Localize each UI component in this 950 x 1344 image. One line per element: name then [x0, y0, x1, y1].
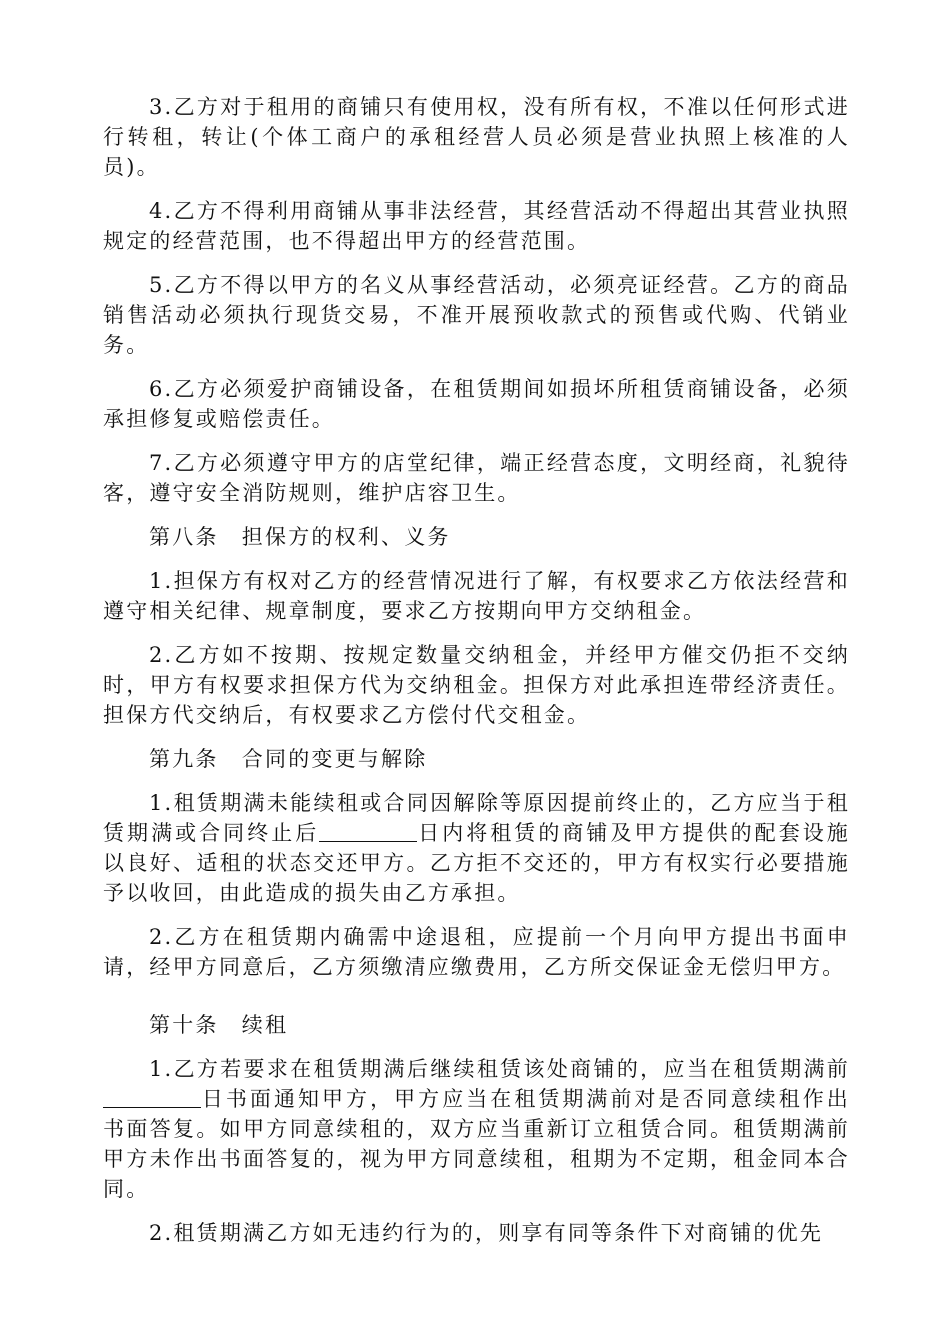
- clause-9-item-2: 2.乙方在租赁期内确需中途退租，应提前一个月向甲方提出书面申请，经甲方同意后，乙方须缴清应缴费用，乙方所交保证金无偿归甲方。: [103, 925, 850, 979]
- clause-10-item-2: 2.租赁期满乙方如无违约行为的，则享有同等条件下对商铺的优先: [149, 1221, 824, 1245]
- clause-7-item-3: 3.乙方对于租用的商铺只有使用权，没有所有权，不准以任何形式进行转租，转让(个体工商户的承租经营人员必须是营业执照上核准的人员)。: [103, 95, 850, 179]
- clause-10-item-1: [103, 1054, 850, 1204]
- clause-7-item-5: 5.乙方不得以甲方的名义从事经营活动，必须亮证经营。乙方的商品销售活动必须执行现货交易，不准开展预收款式的预售或代购、代销业务。: [103, 273, 850, 357]
- blank-notice-days-field: [103, 1087, 201, 1108]
- blank-days-field: [319, 821, 417, 842]
- clause-9-item-1: [103, 788, 850, 908]
- clause-7-item-7: 7.乙方必须遵守甲方的店堂纪律，端正经营态度，文明经商，礼貌待客，遵守安全消防规则，维护店容卫生。: [103, 451, 850, 505]
- clause-7-item-4: 4.乙方不得利用商铺从事非法经营，其经营活动不得超出其营业执照规定的经营范围，也不得超出甲方的经营范围。: [103, 199, 850, 253]
- clause-8-heading: 第八条 担保方的权利、义务: [149, 525, 451, 549]
- clause-9-item-1-part-b: 日内将租赁的商铺及甲方提供的配套设施以良好、适租的状态交还甲方。乙方拒不交还的，甲方有权实行必要措施予以收回，由此造成的损失由乙方承担。: [103, 821, 850, 905]
- clause-8-item-2: 2.乙方如不按期、按规定数量交纳租金，并经甲方催交仍拒不交纳时，甲方有权要求担保方代为交纳租金。担保方对此承担连带经济责任。担保方代交纳后，有权要求乙方偿付代交租金。: [103, 643, 850, 727]
- clause-7-item-6: 6.乙方必须爱护商铺设备，在租赁期间如损坏所租赁商铺设备，必须承担修复或赔偿责任。: [103, 377, 850, 431]
- clause-8-item-1: 1.担保方有权对乙方的经营情况进行了解，有权要求乙方依法经营和遵守相关纪律、规章制度，要求乙方按期向甲方交纳租金。: [103, 569, 850, 623]
- clause-9-item-1-part-a: 1.租赁期满未能续租或合同因解除等原因提前终止的，乙方应当于租赁期满或合同终止后: [103, 791, 850, 845]
- clause-9-heading: 第九条 合同的变更与解除: [149, 747, 428, 771]
- clause-10-heading: 第十条 续租: [149, 1013, 289, 1037]
- clause-10-item-1-part-b: 日书面通知甲方，甲方应当在租赁期满前对是否同意续租作出书面答复。如甲方同意续租的，双方应当重新订立租赁合同。租赁期满前甲方未作出书面答复的，视为甲方同意续租，租期为不定期，租金同本合同。: [103, 1087, 850, 1201]
- clause-10-item-1-part-a: 1.乙方若要求在租赁期满后继续租赁该处商铺的，应当在租赁期满前: [149, 1057, 850, 1081]
